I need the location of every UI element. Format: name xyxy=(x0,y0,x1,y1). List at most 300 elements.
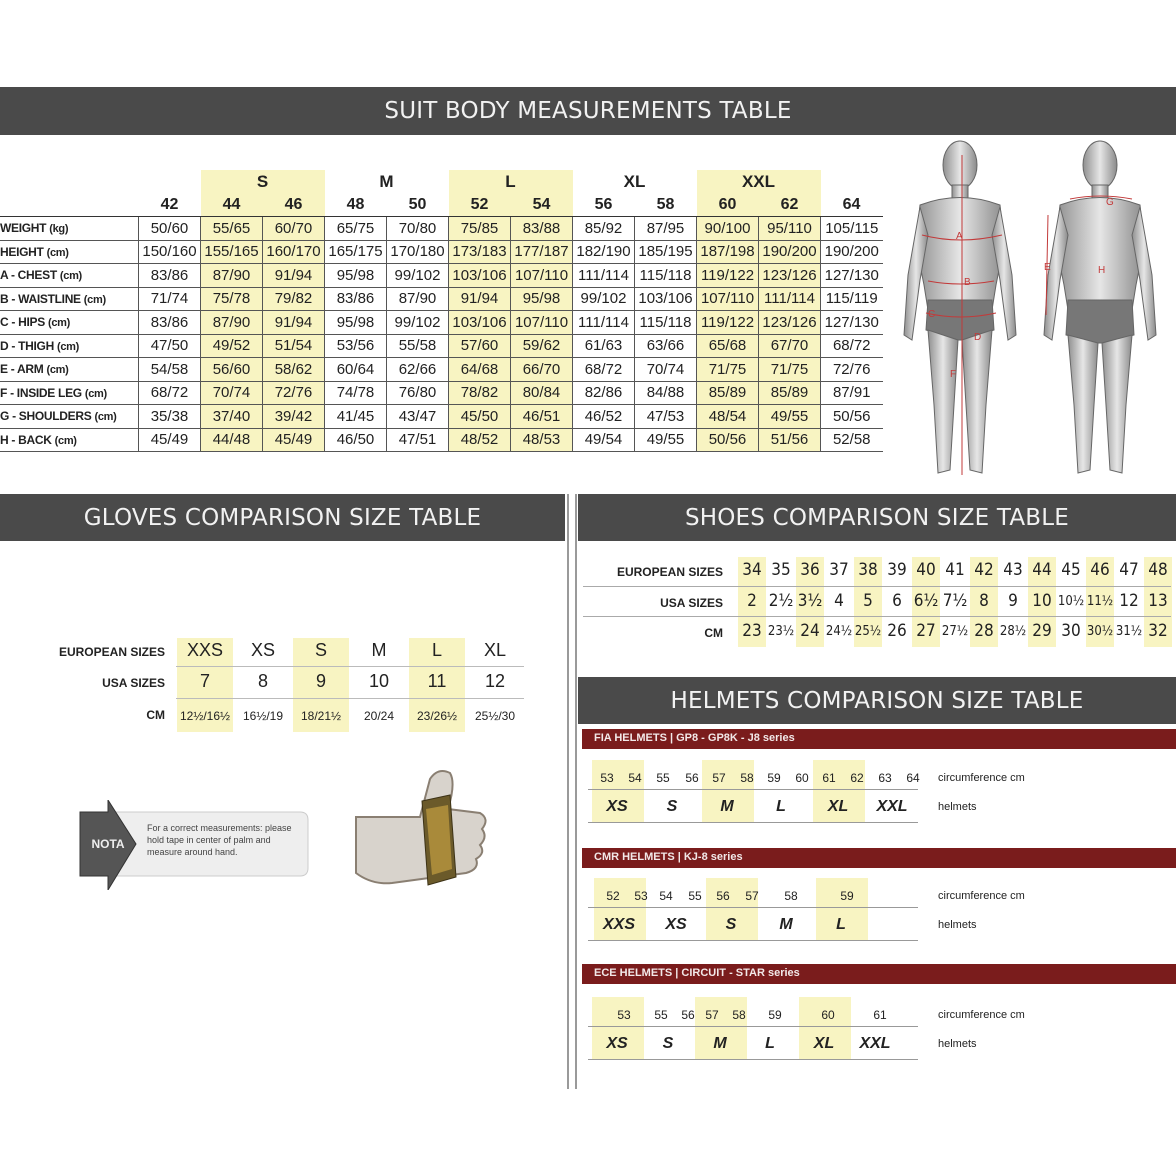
measurement-row xyxy=(0,428,883,452)
helmet-size-cell: S xyxy=(662,1035,674,1052)
size-group-cell: S xyxy=(201,170,325,194)
measurement-value: 60/70 xyxy=(263,217,325,241)
measurement-value: 84/88 xyxy=(635,381,697,405)
gloves-size-cell: 20/24 xyxy=(363,709,395,723)
measurement-value: 60/64 xyxy=(325,358,387,382)
measurement-label xyxy=(0,358,139,382)
measurement-value: 65/68 xyxy=(697,334,759,358)
measurement-value: 44/48 xyxy=(201,428,263,452)
helmet-series-header: CMR HELMETS | KJ-8 series xyxy=(582,848,1176,866)
helmet-circumference-cell: 55 xyxy=(654,1008,668,1022)
shoes-size-cell: 2 xyxy=(747,591,757,611)
helmet-size-cell: M xyxy=(720,798,734,815)
measurement-value: 119/122 xyxy=(697,264,759,288)
shoes-size-cell: 6 xyxy=(892,591,902,611)
gloves-size-cell: 8 xyxy=(257,671,268,691)
shoes-size-cell: 36 xyxy=(800,560,820,580)
measurement-name: WEIGHT xyxy=(0,221,50,236)
shoes-row-label: CM xyxy=(704,626,723,640)
helmet-circumference-cell: 61 xyxy=(822,771,836,785)
helmet-size-label: helmets xyxy=(938,1038,977,1050)
measurement-name: H - BACK xyxy=(0,432,55,447)
helmet-circumference-cell: 61 xyxy=(873,1008,887,1022)
gloves-size-cell: S xyxy=(314,640,327,660)
shoes-size-cell: 9 xyxy=(1008,591,1018,611)
nota-text: For a correct measurements: please hold tape in center of palm and measure around hand. xyxy=(147,823,292,857)
shoes-size-cell: 27 xyxy=(916,621,936,641)
helmet-circumference-cell: 59 xyxy=(840,889,854,903)
size-number-cell: 44 xyxy=(201,194,263,217)
helmet-circumference-cell: 56 xyxy=(716,889,730,903)
size-group-cell: M xyxy=(379,172,394,191)
measurement-value: 49/55 xyxy=(759,405,821,429)
measurement-value: 35/38 xyxy=(139,405,201,429)
measurement-label xyxy=(0,381,139,405)
measurement-value: 115/118 xyxy=(635,264,697,288)
helmet-circumference-cell: 63 xyxy=(878,771,892,785)
measure-letter-b: B xyxy=(964,277,971,288)
measurement-value: 187/198 xyxy=(697,240,759,264)
vertical-divider-right xyxy=(575,494,577,1089)
gloves-size-cell: XL xyxy=(483,640,507,660)
gloves-size-cell: 18/21½ xyxy=(300,709,342,723)
helmet-circumference-cell: 56 xyxy=(681,1008,695,1022)
helmet-size-cell: XS xyxy=(665,916,687,933)
measurement-value: 99/102 xyxy=(387,311,449,335)
shoes-size-cell: 42 xyxy=(974,560,994,580)
helmet-size-label: helmets xyxy=(938,919,977,931)
measurement-value: 63/66 xyxy=(635,334,697,358)
measurement-value: 61/63 xyxy=(573,334,635,358)
measurement-row xyxy=(0,217,883,241)
helmet-circumference-cell: 53 xyxy=(634,889,648,903)
size-group-cell xyxy=(821,170,883,194)
shoes-size-cell: 46 xyxy=(1090,560,1110,580)
measurement-value: 45/49 xyxy=(263,428,325,452)
measurement-row xyxy=(0,311,883,335)
measurement-label xyxy=(0,287,139,311)
measurement-value: 99/102 xyxy=(387,264,449,288)
measurement-value: 46/52 xyxy=(573,405,635,429)
gloves-size-cell: 23/26½ xyxy=(416,709,458,723)
measurement-value: 47/51 xyxy=(387,428,449,452)
measurement-value: 47/53 xyxy=(635,405,697,429)
shoes-size-cell: 37 xyxy=(829,560,849,580)
size-number-label-spacer xyxy=(0,194,139,217)
shoes-size-cell: 7½ xyxy=(942,591,968,611)
helmet-circumference-cell: 56 xyxy=(685,771,699,785)
hand-measure-illustration xyxy=(352,765,492,895)
measure-letter-g: G xyxy=(1106,197,1114,208)
shoes-size-cell: 44 xyxy=(1032,560,1052,580)
measurement-row xyxy=(0,405,883,429)
measurement-value: 37/40 xyxy=(201,405,263,429)
measurement-value: 80/84 xyxy=(511,381,573,405)
measurement-value: 82/86 xyxy=(573,381,635,405)
shoes-size-cell: 38 xyxy=(858,560,878,580)
measurement-value: 45/50 xyxy=(449,405,511,429)
shoes-size-cell: 8 xyxy=(979,591,989,611)
helmets-title-text: HELMETS COMPARISON SIZE TABLE xyxy=(670,687,1084,714)
gloves-size-cell: 12½/16½ xyxy=(179,709,231,723)
helmet-circumference-cell: 53 xyxy=(600,771,614,785)
helmet-size-cell: XS xyxy=(606,798,628,815)
shoes-title-text: SHOES COMPARISON SIZE TABLE xyxy=(684,504,1070,531)
measurement-label xyxy=(0,334,139,358)
shoes-size-cell: 5 xyxy=(863,591,873,611)
measurement-row xyxy=(0,381,883,405)
shoes-size-cell: 25½ xyxy=(854,624,882,639)
helmet-row-divider xyxy=(588,789,918,790)
shoes-size-cell: 43 xyxy=(1003,560,1023,580)
helmet-circumference-label: circumference cm xyxy=(938,772,1025,784)
gloves-size-cell: 10 xyxy=(368,671,390,691)
measurement-row xyxy=(0,287,883,311)
shoes-row-divider xyxy=(583,616,1171,617)
size-number-cell: 60 xyxy=(697,194,759,217)
shoes-size-cell: 12 xyxy=(1119,591,1139,611)
measurement-unit: (cm) xyxy=(84,387,107,400)
measurement-unit: (cm) xyxy=(54,434,77,447)
measurement-value: 90/100 xyxy=(697,217,759,241)
measurement-value: 103/106 xyxy=(449,264,511,288)
shoes-size-cell: 13 xyxy=(1148,591,1168,611)
measurement-value: 185/195 xyxy=(635,240,697,264)
measurement-row xyxy=(0,264,883,288)
measure-letter-f: F xyxy=(950,369,957,380)
measurement-value: 76/80 xyxy=(387,381,449,405)
shoes-size-cell: 3½ xyxy=(797,591,823,611)
size-number-cell: 54 xyxy=(511,194,573,217)
measurement-name: D - THIGH xyxy=(0,338,57,353)
shoes-size-cell: 39 xyxy=(887,560,907,580)
measurement-value: 107/110 xyxy=(511,264,573,288)
measurement-label xyxy=(0,405,139,429)
helmet-size-cell: M xyxy=(713,1035,727,1052)
gloves-size-cell: L xyxy=(431,640,442,660)
shoes-size-cell: 11½ xyxy=(1086,594,1114,609)
helmet-size-cell: L xyxy=(836,916,846,933)
size-number-cell: 42 xyxy=(139,194,201,217)
shoes-size-cell: 35 xyxy=(771,560,791,580)
helmet-size-cell: S xyxy=(725,916,737,933)
measurement-value: 49/54 xyxy=(573,428,635,452)
helmet-circumference-cell: 55 xyxy=(688,889,702,903)
measurement-unit: (cm) xyxy=(59,270,82,283)
helmet-size-cell: XXL xyxy=(876,798,908,815)
measurement-value: 68/72 xyxy=(821,334,883,358)
suit-measurements-table xyxy=(0,170,883,452)
measure-letter-d: D xyxy=(974,332,982,343)
helmet-size-cell: XS xyxy=(606,1035,628,1052)
measurement-value: 48/54 xyxy=(697,405,759,429)
helmet-circumference-cell: 64 xyxy=(906,771,920,785)
shoes-size-cell: 45 xyxy=(1061,560,1081,580)
measurement-name: F - INSIDE LEG xyxy=(0,385,85,400)
helmet-circumference-label: circumference cm xyxy=(938,1009,1025,1021)
size-group-cell xyxy=(139,170,201,194)
measurement-name: E - ARM xyxy=(0,362,47,377)
measurement-value: 170/180 xyxy=(387,240,449,264)
gloves-size-cell: 25½/30 xyxy=(474,709,516,723)
shoes-size-cell: 27½ xyxy=(941,624,969,639)
helmet-circumference-cell: 52 xyxy=(606,889,620,903)
size-group-cell: XL xyxy=(623,172,646,191)
shoes-size-cell: 30½ xyxy=(1086,624,1114,639)
measurement-value: 119/122 xyxy=(697,311,759,335)
measure-letter-c: C xyxy=(928,309,936,320)
measurement-value: 66/70 xyxy=(511,358,573,382)
measurement-value: 70/80 xyxy=(387,217,449,241)
measurement-value: 155/165 xyxy=(201,240,263,264)
size-number-cell: 48 xyxy=(325,194,387,217)
helmet-row-divider xyxy=(588,822,918,823)
measurement-value: 78/82 xyxy=(449,381,511,405)
measurement-value: 71/74 xyxy=(139,287,201,311)
measurement-value: 68/72 xyxy=(573,358,635,382)
measurement-value: 64/68 xyxy=(449,358,511,382)
measurement-value: 190/200 xyxy=(821,240,883,264)
gloves-size-cell: XXS xyxy=(186,640,224,660)
gloves-size-cell: 12 xyxy=(484,671,506,691)
shoes-row-label: USA SIZES xyxy=(660,596,723,610)
shoes-size-cell: 31½ xyxy=(1115,624,1143,639)
helmet-circumference-cell: 57 xyxy=(705,1008,719,1022)
gloves-size-cell: 11 xyxy=(427,671,447,691)
size-number-cell: 58 xyxy=(635,194,697,217)
size-group-cell: L xyxy=(449,170,573,194)
helmet-size-cell: XL xyxy=(827,798,849,815)
helmet-circumference-cell: 55 xyxy=(656,771,670,785)
measurement-value: 91/94 xyxy=(263,264,325,288)
measurement-value: 46/50 xyxy=(325,428,387,452)
size-number-cell: 46 xyxy=(263,194,325,217)
suit-table-title xyxy=(0,87,1176,135)
gloves-row-label: EUROPEAN SIZES xyxy=(58,645,165,659)
helmet-series-underline xyxy=(582,982,1176,984)
measurement-value: 165/175 xyxy=(325,240,387,264)
measurement-value: 87/95 xyxy=(635,217,697,241)
shoes-size-cell: 40 xyxy=(916,560,936,580)
measurement-value: 111/114 xyxy=(573,311,635,335)
measurement-value: 182/190 xyxy=(573,240,635,264)
measure-letter-a: A xyxy=(956,231,963,242)
measurement-value: 65/75 xyxy=(325,217,387,241)
helmet-row-divider xyxy=(588,1059,918,1060)
helmet-series-underline xyxy=(582,866,1176,868)
shoes-size-cell: 26 xyxy=(887,621,907,641)
front-figure xyxy=(904,141,1016,473)
measurement-value: 50/56 xyxy=(697,428,759,452)
shoes-size-cell: 28½ xyxy=(999,624,1027,639)
measurement-value: 127/130 xyxy=(821,311,883,335)
shoes-size-cell: 29 xyxy=(1032,621,1052,641)
measurement-value: 72/76 xyxy=(263,381,325,405)
measurement-value: 56/60 xyxy=(201,358,263,382)
measurement-unit: (cm) xyxy=(57,340,80,353)
measurement-value: 58/62 xyxy=(263,358,325,382)
helmet-circumference-cell: 58 xyxy=(740,771,754,785)
measurement-value: 95/98 xyxy=(325,311,387,335)
measurement-value: 53/56 xyxy=(325,334,387,358)
shoes-size-cell: 2½ xyxy=(768,591,794,611)
measurement-unit: (cm) xyxy=(46,364,69,377)
measurement-value: 49/55 xyxy=(635,428,697,452)
measurement-value: 107/110 xyxy=(511,311,573,335)
measurement-value: 87/90 xyxy=(201,311,263,335)
measurement-value: 50/56 xyxy=(821,405,883,429)
measurement-value: 173/183 xyxy=(449,240,511,264)
shoes-row-label: EUROPEAN SIZES xyxy=(616,565,723,579)
size-number-cell: 56 xyxy=(573,194,635,217)
measurement-row xyxy=(0,334,883,358)
measurement-value: 115/118 xyxy=(635,311,697,335)
measurement-value: 41/45 xyxy=(325,405,387,429)
helmet-circumference-cell: 54 xyxy=(659,889,673,903)
gloves-size-cell: XS xyxy=(250,640,275,660)
measurement-value: 72/76 xyxy=(821,358,883,382)
helmet-circumference-cell: 54 xyxy=(628,771,642,785)
shoes-size-cell: 10 xyxy=(1032,591,1052,611)
size-number-cell: 52 xyxy=(449,194,511,217)
measurement-label xyxy=(0,311,139,335)
helmet-size-cell: XL xyxy=(813,1035,835,1052)
shoes-size-cell: 6½ xyxy=(913,591,939,611)
nota-badge: NOTA xyxy=(91,837,125,851)
measurement-value: 87/90 xyxy=(387,287,449,311)
shoes-size-cell: 10½ xyxy=(1057,594,1085,609)
helmet-series-header: FIA HELMETS | GP8 - GP8K - J8 series xyxy=(582,729,1176,747)
measurement-name: B - WAISTLINE xyxy=(0,291,84,306)
shoes-size-cell: 24½ xyxy=(825,624,853,639)
shoes-size-cell: 28 xyxy=(974,621,994,641)
measurement-value: 51/54 xyxy=(263,334,325,358)
size-group-cell: XXL xyxy=(697,170,821,194)
measurement-value: 127/130 xyxy=(821,264,883,288)
helmets-table-title xyxy=(578,677,1176,724)
measurement-value: 115/119 xyxy=(821,287,883,311)
measurement-value: 107/110 xyxy=(697,287,759,311)
helmet-size-label: helmets xyxy=(938,801,977,813)
gloves-row-label: CM xyxy=(146,708,165,722)
helmet-size-cell: L xyxy=(765,1035,775,1052)
measure-letter-h: H xyxy=(1098,265,1106,276)
measurement-value: 39/42 xyxy=(263,405,325,429)
helmet-circumference-cell: 58 xyxy=(732,1008,746,1022)
measurement-value: 59/62 xyxy=(511,334,573,358)
helmet-circumference-cell: 60 xyxy=(821,1008,835,1022)
measurement-value: 123/126 xyxy=(759,311,821,335)
measurement-value: 95/98 xyxy=(325,264,387,288)
helmet-circumference-cell: 59 xyxy=(768,1008,782,1022)
measurement-value: 190/200 xyxy=(759,240,821,264)
suit-title-text: SUIT BODY MEASUREMENTS TABLE xyxy=(384,98,792,124)
shoes-size-cell: 24 xyxy=(800,621,820,641)
helmet-row-divider xyxy=(588,940,918,941)
helmet-circumference-cell: 62 xyxy=(850,771,864,785)
helmet-circumference-cell: 53 xyxy=(617,1008,631,1022)
measurement-value: 150/160 xyxy=(139,240,201,264)
measurement-name: HEIGHT xyxy=(0,244,47,259)
helmet-row-divider xyxy=(588,1026,918,1027)
measurement-label xyxy=(0,264,139,288)
measurement-value: 55/58 xyxy=(387,334,449,358)
measurement-value: 74/78 xyxy=(325,381,387,405)
shoes-size-cell: 47 xyxy=(1119,560,1139,580)
measurement-value: 91/94 xyxy=(449,287,511,311)
gloves-size-cell: 7 xyxy=(199,671,210,691)
shoes-size-cell: 23½ xyxy=(767,624,795,639)
back-figure xyxy=(1044,141,1156,473)
gloves-size-cell: 16½/19 xyxy=(242,709,284,723)
helmet-series-header: ECE HELMETS | CIRCUIT - STAR series xyxy=(582,964,1176,982)
gloves-size-cell: 9 xyxy=(315,671,326,691)
measurement-unit: (cm) xyxy=(46,246,69,259)
shoes-table-title xyxy=(578,494,1176,541)
helmet-size-cell: S xyxy=(666,798,678,815)
size-number-cell: 50 xyxy=(387,194,449,217)
measurement-value: 50/60 xyxy=(139,217,201,241)
measurement-value: 48/52 xyxy=(449,428,511,452)
measurement-value: 85/89 xyxy=(697,381,759,405)
measurement-value: 70/74 xyxy=(635,358,697,382)
gloves-title-text: GLOVES COMPARISON SIZE TABLE xyxy=(83,504,482,531)
measurement-value: 177/187 xyxy=(511,240,573,264)
measurement-value: 75/78 xyxy=(201,287,263,311)
measurement-label xyxy=(0,240,139,264)
measurement-value: 46/51 xyxy=(511,405,573,429)
gloves-row-divider xyxy=(176,698,524,699)
helmet-size-cell: XXS xyxy=(602,916,635,933)
size-group-row xyxy=(0,170,883,194)
measurement-value: 51/56 xyxy=(759,428,821,452)
size-number-cell: 62 xyxy=(759,194,821,217)
shoes-size-cell: 48 xyxy=(1148,560,1168,580)
measurement-value: 83/86 xyxy=(139,264,201,288)
measurement-value: 103/106 xyxy=(449,311,511,335)
shoes-size-cell: 32 xyxy=(1148,621,1168,641)
measurement-value: 160/170 xyxy=(263,240,325,264)
shoes-size-cell: 30 xyxy=(1061,621,1081,641)
measurement-value: 83/88 xyxy=(511,217,573,241)
helmet-circumference-cell: 57 xyxy=(712,771,726,785)
measurement-value: 67/70 xyxy=(759,334,821,358)
helmet-circumference-label: circumference cm xyxy=(938,890,1025,902)
measurement-name: C - HIPS xyxy=(0,315,48,330)
measurement-value: 52/58 xyxy=(821,428,883,452)
shoes-size-cell: 41 xyxy=(945,560,965,580)
measurement-value: 123/126 xyxy=(759,264,821,288)
measurement-value: 75/85 xyxy=(449,217,511,241)
helmet-circumference-cell: 57 xyxy=(745,889,759,903)
vertical-divider xyxy=(567,494,569,1089)
measurement-value: 48/53 xyxy=(511,428,573,452)
measurement-value: 79/82 xyxy=(263,287,325,311)
measurement-value: 68/72 xyxy=(139,381,201,405)
measurement-value: 91/94 xyxy=(263,311,325,335)
size-number-cell: 64 xyxy=(821,194,883,217)
measurement-value: 55/65 xyxy=(201,217,263,241)
measurement-value: 99/102 xyxy=(573,287,635,311)
shoes-size-cell: 4 xyxy=(834,591,844,611)
helmet-circumference-cell: 60 xyxy=(795,771,809,785)
helmet-series-underline xyxy=(582,747,1176,749)
size-number-row xyxy=(0,194,883,217)
measurement-value: 87/91 xyxy=(821,381,883,405)
measurement-unit: (cm) xyxy=(94,411,117,424)
measurement-unit: (cm) xyxy=(83,293,106,306)
measurement-unit: (cm) xyxy=(47,317,71,330)
